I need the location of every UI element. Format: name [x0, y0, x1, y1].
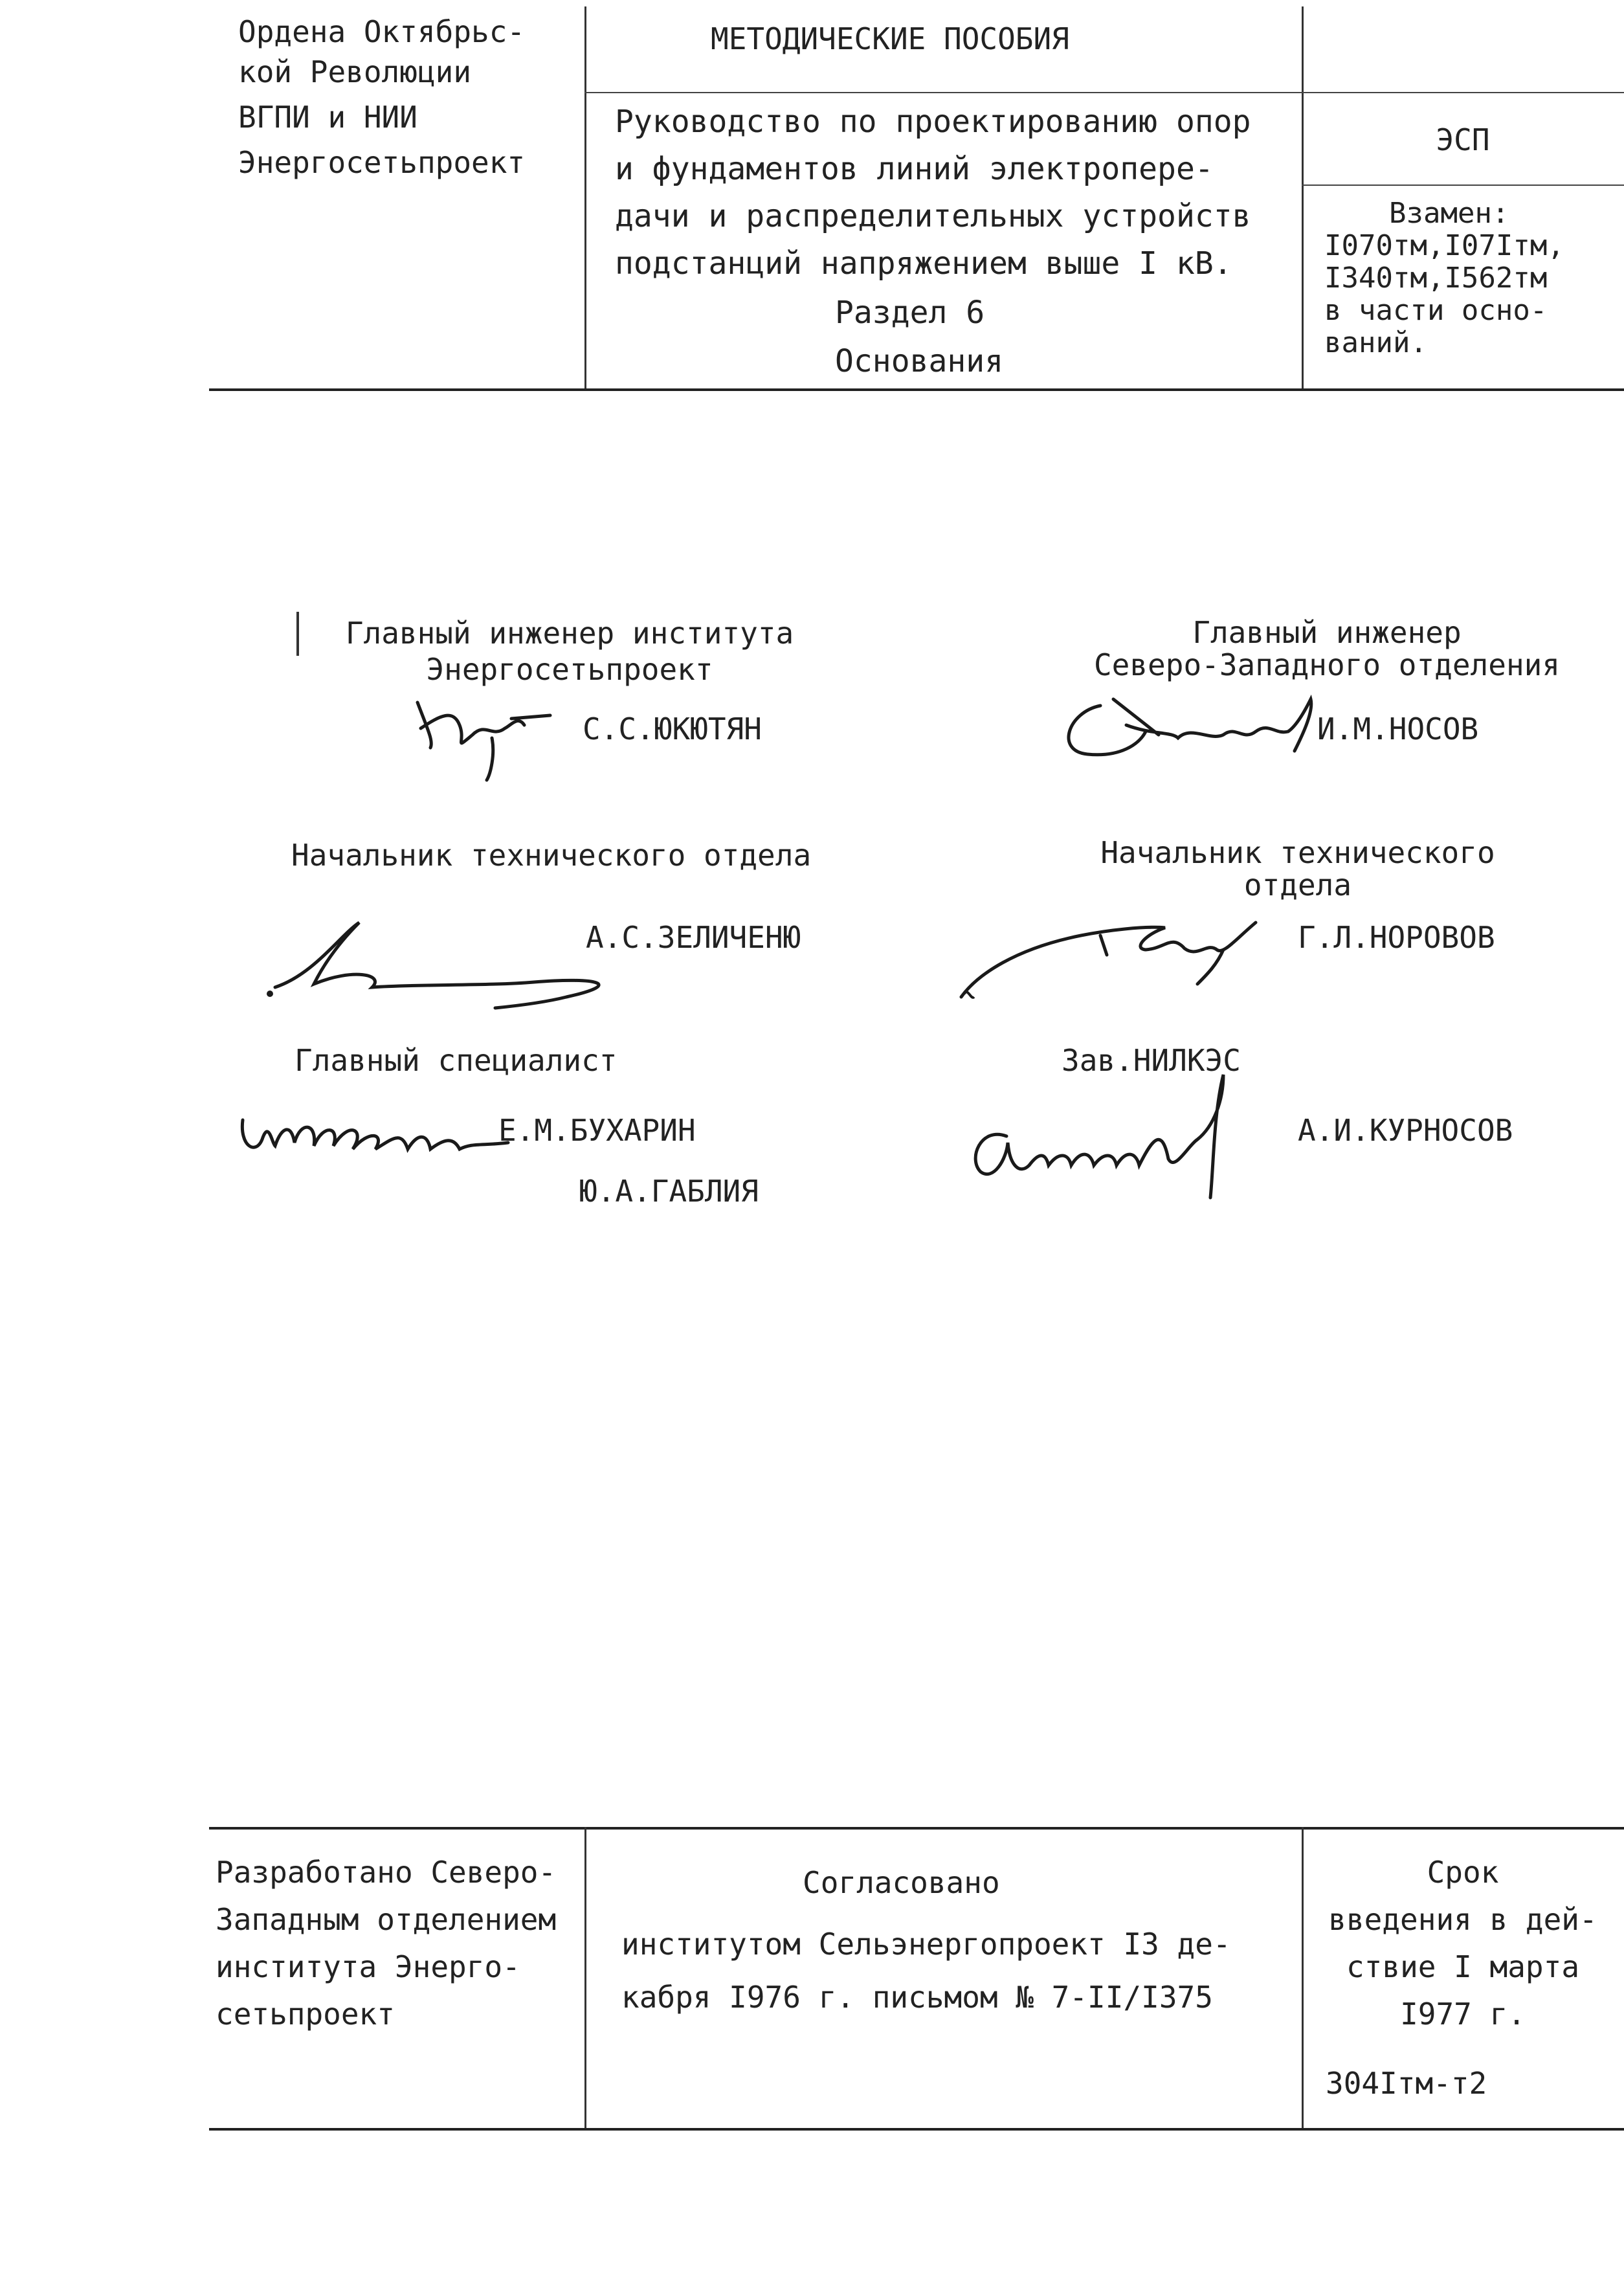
term-line: введения в дей-: [1328, 1902, 1597, 1937]
header-rule-top: [584, 92, 1624, 93]
developed-by: [216, 1849, 556, 2038]
org-name: [238, 12, 525, 183]
signatory-name: Г.Л.НОРОВОВ: [1298, 920, 1495, 955]
term-line: Срок: [1427, 1855, 1499, 1890]
header-divider-left: [584, 6, 586, 388]
developed-line: Разработано Северо-: [216, 1855, 557, 1890]
header-rule-bottom: [209, 388, 1624, 391]
signature-image: [414, 689, 563, 789]
developed-line: сетьпроект: [216, 1997, 395, 2032]
footer-rule-top: [209, 1827, 1624, 1830]
signatory-title: Главный специалист: [295, 1043, 617, 1078]
title-line: Главный инженер: [1192, 615, 1462, 650]
footer-rule-bottom: [209, 2128, 1624, 2131]
signatory-title: [304, 615, 835, 688]
developed-line: Западным отделением: [216, 1902, 557, 1937]
document-number: 304Iтм-т2: [1326, 2066, 1487, 2101]
replaces-block: [1324, 197, 1564, 359]
title-line: Северо-Западного отделения: [1093, 647, 1561, 682]
document-code: ЭСП: [1436, 122, 1490, 157]
signatory-name: А.И.КУРНОСОВ: [1298, 1113, 1513, 1148]
series-title: МЕТОДИЧЕСКИЕ ПОСОБИЯ: [711, 21, 1069, 56]
signatory-name-second: Ю.А.ГАБЛИЯ: [579, 1174, 759, 1209]
developed-line: института Энерго-: [216, 1949, 520, 1984]
agreed-title: Согласовано: [803, 1865, 1000, 1900]
replaces-line: Взамен:: [1389, 197, 1509, 230]
header-divider-right: [1302, 6, 1304, 388]
agreed-line: институтом Сельэнергопроект I3 де-: [621, 1927, 1231, 1962]
title-line: Главный инженер института: [345, 616, 794, 651]
term-line: ствие I марта: [1346, 1949, 1580, 1984]
title-line: подстанций напряжением выше I кВ.: [615, 245, 1232, 282]
org-line: кой Революции: [238, 54, 472, 89]
signature-image: [1062, 686, 1320, 773]
signatory-name: И.М.НОСОВ: [1317, 711, 1479, 746]
section-label: Раздел 6: [835, 295, 985, 331]
signatory-title: Зав.НИЛКЭС: [1062, 1043, 1241, 1078]
title-line: Руководство по проектированию опор: [615, 104, 1251, 140]
signatory-title: [1049, 616, 1605, 681]
replaces-line: ваний.: [1324, 326, 1427, 359]
title-line: и фундаментов линий электропере-: [615, 151, 1214, 187]
org-line: Энергосетьпроект: [238, 145, 526, 180]
signature-image: [968, 1062, 1304, 1207]
document-title: [615, 98, 1251, 287]
org-line: ВГПИ и НИИ: [238, 100, 417, 135]
signatory-name: Е.М.БУХАРИН: [498, 1113, 696, 1148]
section-name: Основания: [835, 343, 1004, 379]
agreed-by: [621, 1918, 1231, 2024]
term-line: I977 г.: [1400, 1997, 1526, 2032]
agreed-line: кабря I976 г. письмом № 7-II/I375: [621, 1980, 1213, 2015]
signature-image: [951, 903, 1262, 1003]
replaces-line: I070тм,I07Iтм,: [1324, 229, 1564, 262]
signature-mark: [296, 612, 299, 656]
org-line: Ордена Октябрьс-: [238, 14, 526, 49]
effective-term: [1302, 1849, 1624, 2038]
replaces-line: в части осно-: [1324, 294, 1548, 327]
title-line: Начальник технического: [1100, 835, 1495, 870]
title-line: Энергосетьпроект: [426, 652, 713, 687]
signatory-name: С.С.ЮКЮТЯН: [583, 711, 762, 746]
title-line: отдела: [1243, 868, 1352, 902]
header-rule-mid: [1302, 185, 1624, 186]
signatory-name: А.С.ЗЕЛИЧЕНЮ: [586, 920, 801, 955]
title-line: дачи и распределительных устройств: [615, 198, 1251, 234]
footer-divider-left: [584, 1827, 586, 2128]
signatory-title: [1049, 836, 1547, 901]
replaces-line: I340тм,I562тм: [1324, 262, 1548, 295]
signatory-title: Начальник технического отдела: [291, 838, 812, 873]
